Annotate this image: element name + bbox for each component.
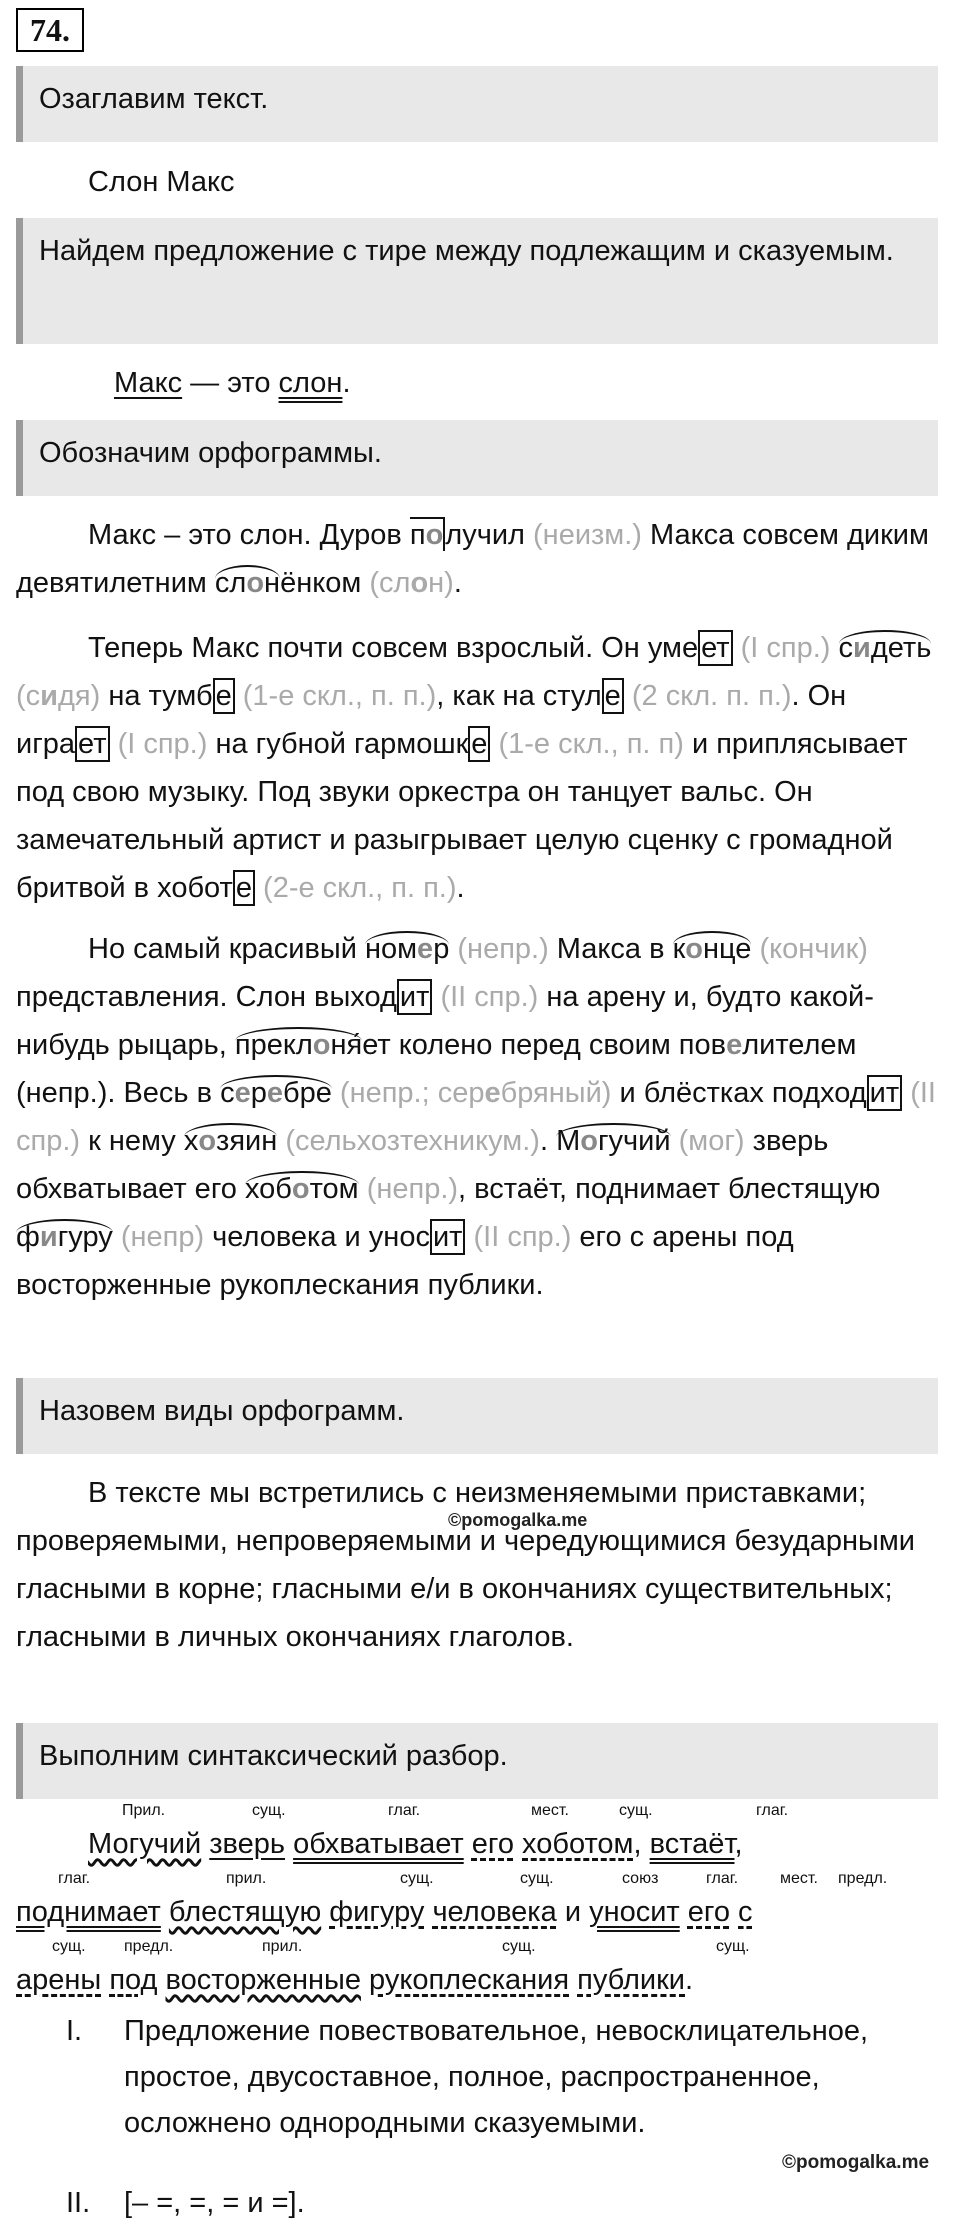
analysis-item-number: I. (66, 2015, 83, 2047)
section-heading: Найдем предложение с тире между подлежащим и сказуемым. (16, 218, 938, 344)
section-heading: Обозначим орфограммы. (16, 420, 938, 496)
analysis-item (16, 2180, 938, 2226)
pos-tag: глаг. (756, 1802, 789, 1819)
section-heading: Выполним синтаксический разбор. (16, 1723, 938, 1799)
pos-tag: мест. (531, 1802, 569, 1819)
pos-tag: сущ. (502, 1938, 536, 1955)
subject: Макс (114, 367, 183, 399)
pos-tag: сущ. (400, 1870, 434, 1887)
pos-tag: глаг. (706, 1870, 739, 1887)
pos-tag: прил. (262, 1938, 303, 1955)
task-number: 74. (16, 8, 84, 52)
orthogram-types-text: В тексте мы встретились с неизменяемыми приставками; проверяемыми, непроверяемыми и чередующимися безударными гласными в корне; гласными е/и в окончаниях существительных; гласными в личных окончаниях глаголов. (16, 1477, 915, 1653)
section-heading: Назовем виды орфограмм. (16, 1378, 938, 1454)
analysis-item-text: [– =, =, = и =]. (124, 2187, 305, 2219)
parsed-line-2: поднимает блестящую фигуру человека и уносит его с (16, 1896, 753, 1928)
pos-tag: сущ. (716, 1938, 750, 1955)
pos-tag: глаг. (58, 1870, 91, 1887)
example-sentence: Макс — это слон. (114, 367, 351, 399)
pos-tag: предл. (124, 1938, 174, 1955)
marked-paragraph-3: Но самый красивый номер (непр.) Макса в конце (кончик) представления. Слон выход ит (II спр.) на арену и, будто какой-нибудь рыцарь, преклоня́ет колено перед своим повелителем (непр.). Весь в серебре (непр.; серебряный) и блёстках подход ит (II спр.) к нему хозяин (сельхозтехникум.). Могучий (мог) зверь обхватывает его хоботом (непр.), встаёт, поднимает блестящую фигуру (непр) человека и унос ит (II спр.) его с арены под восторженные рукоплескания публики. (16, 933, 936, 1301)
watermark: ©pomogalka.me (782, 2152, 930, 2173)
analysis-item-number: II. (66, 2187, 91, 2219)
watermark: ©pomogalka.me (448, 1510, 588, 1530)
pos-tag: сущ. (619, 1802, 653, 1819)
pos-tag: союз (622, 1870, 659, 1887)
pos-tag: прил. (226, 1870, 267, 1887)
pos-tag: мест. (780, 1870, 818, 1887)
parsed-line-3: арены под восторженные рукоплескания публики. (16, 1964, 694, 1996)
pos-tag: сущ. (52, 1938, 86, 1955)
pos-tag: сущ. (252, 1802, 286, 1819)
pos-tag: сущ. (520, 1870, 554, 1887)
marked-paragraph-2: Теперь Макс почти совсем взрослый. Он уме ет (I спр.) сидеть (сидя) на тумб е (1-е скл., п. п.), как на стул е (2 скл. п. п.). Он игра ет (I спр.) на губной гармошк е (1-е скл., п. п) и приплясывает под свою музыку. Под звуки оркестра он танцует вальс. Он замечательный артист и разыгрывает целую сценку с громадной бритвой в хобот е (2-е скл., п. п.). (16, 632, 932, 904)
analysis-item-text: Предложение повествовательное, невосклицательное, простое, двусоставное, полное, распространенное, осложнено однородными сказуемыми. (124, 2015, 869, 2139)
predicate: слон (278, 367, 343, 399)
section-heading: Озаглавим текст. (16, 66, 938, 142)
pos-tag: предл. (838, 1870, 888, 1887)
marked-paragraph-1: Макс – это слон. Дуров получил (неизм.) Макса совсем диким девятилетним слонёнком (слон). (16, 519, 929, 599)
parsed-line-1: Могучий зверь обхватывает его хоботом, встаёт, (88, 1828, 743, 1860)
text-title: Слон Макс (88, 166, 235, 198)
pos-tag: Прил. (122, 1802, 166, 1819)
analysis-item (16, 2008, 938, 2158)
pos-tag: глаг. (388, 1802, 421, 1819)
